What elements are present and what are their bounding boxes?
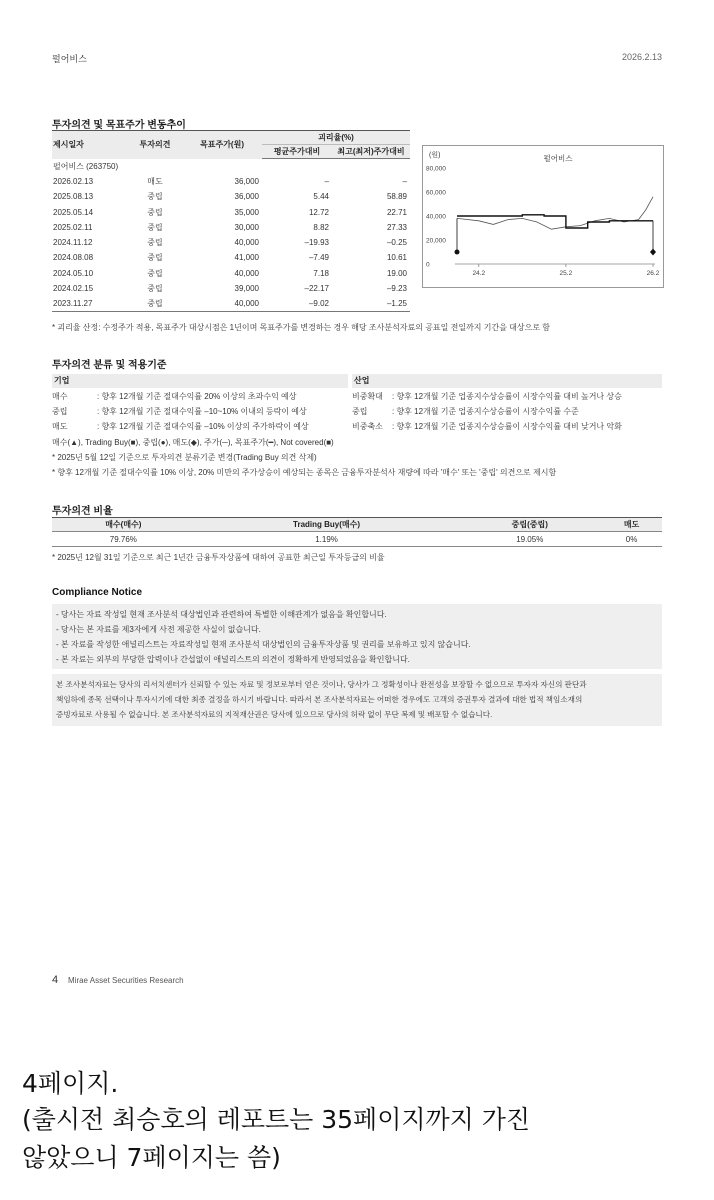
ratio-header-hold: 중립(중립) [458,518,601,532]
opinion-row [52,174,410,189]
price-line [457,197,653,229]
opinion-cell-date: 2024.11.12 [53,238,93,248]
industry-rating-criteria: : 향후 12개월 기준 업종지수상승률이 시장수익률 수준 [392,407,579,416]
caption-line-1: 4페이지. [22,1069,119,1098]
opinion-cell-minmax: 58.89 [386,192,407,202]
opinion-row [52,250,410,265]
header-date: 2026.2.13 [621,52,662,62]
company-rating-criteria: : 향후 12개월 기준 절대수익률 –10~10% 이내의 등락이 예상 [97,407,307,416]
opinion-cell-minmax: 27.33 [386,222,407,232]
opinion-cell-date: 2024.02.15 [53,284,94,294]
opinion-cell-minmax: –0.25 [386,238,407,248]
opinion-cell-minmax: 22.71 [386,207,407,217]
industry-rating-criteria: : 향후 12개월 기준 업종지수상승률이 시장수익률 대비 낮거나 악화 [392,422,622,431]
company-rating-label: 매도 [52,422,68,431]
disclaimer-line: 증빙자료로 사용될 수 없습니다. 본 조사분석자료의 지적재산권은 당사에 있으므로 당사의 허락 없이 무단 복제 및 배포할 수 없습니다. [56,710,493,719]
ratio-value-sell: 0% [601,532,662,547]
opinion-cell-avg: –19.93 [304,238,329,248]
opinion-cell-avg: 12.72 [308,207,329,217]
opinion-cell-target: 40,000 [182,296,262,311]
opinion-section-title: 투자의견 및 목표주가 변동추이 [52,120,186,131]
col-avg: 평균주가대비 [262,145,332,159]
opinion-cell-date: 2025.05.14 [53,207,94,217]
classification-note-1: * 2025년 5월 12일 기준으로 투자의견 분류기준 변경(Trading Buy 의견 삭제) [52,453,317,462]
opinion-cell-avg: –22.17 [304,284,329,294]
company-header: 기업 [52,374,348,388]
opinion-cell-opinion: 중립 [147,284,163,294]
col-date: 제시일자 [52,131,128,159]
caption-line-3: 않았으니 7페이지는 씀) [22,1143,281,1172]
stock-group-label: 펄어비스 (263750) [53,161,119,171]
opinion-cell-target: 35,000 [234,207,259,217]
opinion-cell-opinion: 중립 [147,207,163,217]
y-tick-label: 0 [426,261,430,269]
opinion-cell-target: 36,000 [234,192,259,202]
opinion-cell-date: 2026.02.13 [53,176,94,186]
opinion-cell-target: 39,000 [234,284,259,294]
x-tick-label: 24.2 [472,270,486,277]
compliance-item: - 당사는 본 자료를 제3자에게 사전 제공한 사실이 없습니다. [56,625,261,634]
industry-rating-label: 비중축소 [352,422,383,431]
ratio-value-buy: 79.76% [52,532,195,547]
opinion-cell-target: 40,000 [234,238,259,248]
company-rating-label: 매수 [52,392,68,401]
opinion-cell-minmax: 10.61 [386,253,407,263]
opinion-row [52,235,410,250]
caption-line-2: (출시전 최승호의 레포트는 35페이지까지 가진 [22,1105,531,1134]
opinion-cell-opinion: 중립 [147,222,163,232]
opinion-cell-avg: –7.49 [308,253,329,263]
price-chart [422,145,664,288]
opinion-cell-date: 2025.02.11 [53,222,93,232]
opinion-cell-date: 2025.08.13 [53,192,94,202]
compliance-items-box [52,604,662,669]
company-rating-label: 중립 [52,407,68,416]
opinion-cell-avg: 5.44 [313,192,329,202]
industry-rating-label: 중립 [352,407,368,416]
sell-marker [650,249,656,256]
opinion-cell-opinion: 중립 [147,268,163,278]
hold-marker [455,250,460,255]
price-chart-svg [423,146,665,289]
industry-rating-criteria: : 향후 12개월 기준 업종지수상승률이 시장수익률 대비 높거나 상승 [392,392,622,401]
opinion-cell-avg: –9.02 [262,296,332,311]
chart-unit-label: (원) [429,152,441,159]
y-tick-label: 60,000 [426,189,446,197]
company-rating-criteria: : 향후 12개월 기준 절대수익률 –10% 이상의 주가하락이 예상 [97,422,309,431]
opinion-cell-opinion: 매도 [147,176,163,186]
company-rating-criteria: : 향후 12개월 기준 절대수익률 20% 이상의 초과수익 예상 [97,392,297,401]
opinion-row [52,204,410,219]
opinion-cell-minmax: –1.25 [332,296,410,311]
rating-legend: 매수(▲), Trading Buy(■), 중립(●), 매도(◆), 주가(─), 목표주가(━), Not covered(■) [52,438,334,447]
opinion-cell-opinion: 중립 [128,296,182,311]
opinion-row [52,266,410,281]
classification-note-2: * 향후 12개월 기준 절대수익률 10% 이상, 20% 미만의 주가상승이 예상되는 종목은 금융투자분석사 재량에 따라 '매수' 또는 '중립' 의견으로 제시함 [52,468,557,477]
compliance-title: Compliance Notice [52,587,143,598]
col-opinion: 투자의견 [128,131,182,159]
y-tick-label: 20,000 [426,237,446,245]
opinion-cell-avg: – [324,176,329,186]
industry-rating-label: 비중확대 [352,392,383,401]
opinion-cell-opinion: 중립 [147,253,163,263]
disclaimer-box [52,674,662,726]
opinion-cell-target: 41,000 [234,253,259,263]
compliance-item: - 당사는 자료 작성일 현재 조사분석 대상법인과 관련하여 특별한 이해관계가 없음을 확인합니다. [56,610,387,619]
opinion-table [52,130,410,312]
col-disparity: 괴리율(%) [262,131,410,145]
footer-brand: Mirae Asset Securities Research [68,976,184,985]
ratio-value-trading-buy: 1.19% [195,532,459,547]
ratio-header-trading-buy: Trading Buy(매수) [195,518,459,532]
disclaimer-line: 책임하에 종목 선택이나 투자시기에 대한 최종 결정을 하시기 바랍니다. 따라서 본 조사분석자료는 어떠한 경우에도 고객의 증권투자 결과에 대한 법적 책임소재의 [56,695,583,704]
opinion-row [52,296,410,311]
y-tick-label: 40,000 [426,213,446,221]
opinion-cell-date: 2023.11.27 [52,296,128,311]
disclaimer-line: 본 조사분석자료는 당사의 리서치센터가 신뢰할 수 있는 자료 및 정보로부터 얻은 것이나, 당사가 그 정확성이나 완전성을 보장할 수 없으므로 투자자 자신의 판단과 [56,680,587,689]
opinion-row [52,281,410,296]
compliance-item: - 본 자료를 작성한 애널리스트는 자료작성일 현재 조사분석 대상법인의 금융투자상품 및 권리를 보유하고 있지 않습니다. [56,640,471,649]
ratio-header-sell: 매도 [601,518,662,532]
ratio-value-hold: 19.05% [458,532,601,547]
industry-header: 산업 [352,374,662,388]
opinion-cell-avg: 7.18 [313,268,329,278]
page-number: 4 [52,974,59,986]
x-tick-label: 26.2 [646,270,660,277]
target-price-line [457,215,653,228]
opinion-row [52,220,410,235]
chart-title: 펄어비스 [543,154,573,163]
opinion-cell-target: 30,000 [234,222,259,232]
opinion-cell-avg: 8.82 [313,222,329,232]
ratio-title: 투자의견 비율 [52,506,113,517]
ratio-note: * 2025년 12월 31일 기준으로 최근 1년간 금융투자상품에 대하여 공표한 최근일 투자등급의 비율 [52,553,385,562]
opinion-cell-minmax: 19.00 [386,268,407,278]
classification-title: 투자의견 분류 및 적용기준 [52,360,167,371]
y-tick-label: 80,000 [426,165,446,173]
opinion-cell-minmax: – [402,176,407,186]
ratio-header-buy: 매수(매수) [52,518,195,532]
opinion-cell-opinion: 중립 [147,238,163,248]
opinion-cell-target: 36,000 [234,176,259,186]
x-tick-label: 25.2 [559,270,573,277]
compliance-item: - 본 자료는 외부의 부당한 압력이나 간섭없이 애널리스트의 의견이 정확하게 반영되었음을 확인합니다. [56,655,410,664]
header-company: 펄어비스 [52,54,87,64]
col-minmax: 최고(최저)주가대비 [332,145,410,159]
ratio-table [52,517,662,547]
disparity-note: * 괴리율 산정: 수정주가 적용, 목표주가 대상시점은 1년이며 목표주가를 변경하는 경우 해당 조사분석자료의 공표일 전일까지 기간을 대상으로 함 [52,323,551,332]
opinion-cell-minmax: –9.23 [386,284,407,294]
opinion-row [52,189,410,204]
opinion-cell-opinion: 중립 [147,192,163,202]
opinion-cell-date: 2024.08.08 [53,253,94,263]
opinion-cell-date: 2024.05.10 [53,268,94,278]
opinion-cell-target: 40,000 [234,268,259,278]
col-target: 목표주가(원) [182,131,262,159]
